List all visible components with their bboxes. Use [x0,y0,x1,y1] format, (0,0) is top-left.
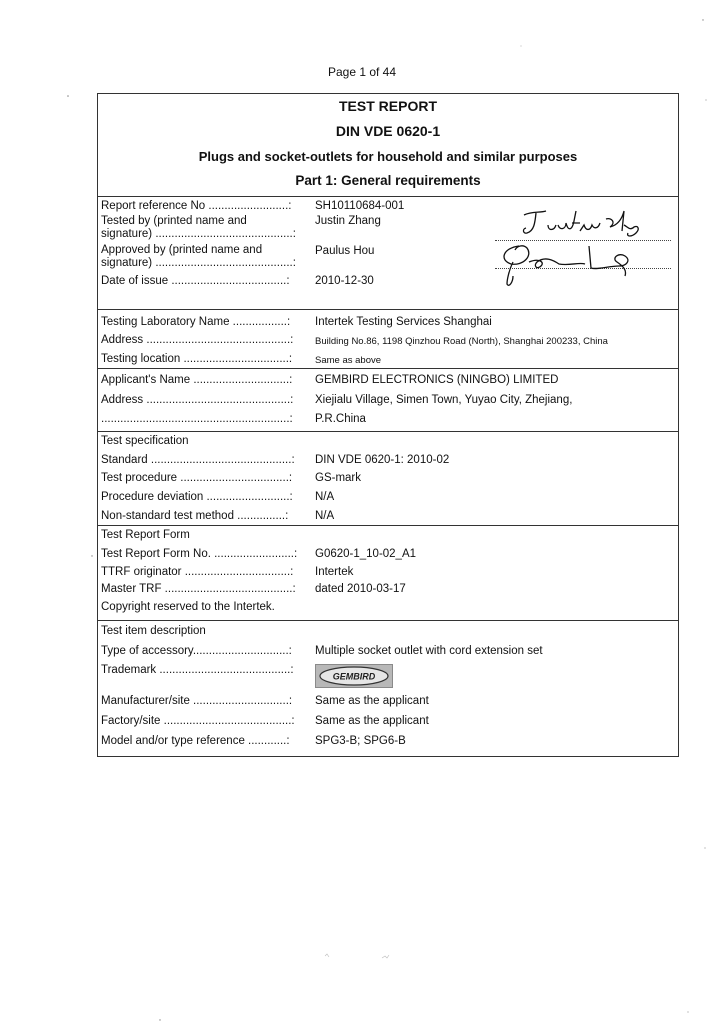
tested-by-value: Justin Zhang [315,215,381,227]
standard-value: DIN VDE 0620-1: 2010-02 [315,454,450,466]
factory-value: Same as the applicant [315,715,429,727]
date-of-issue-value: 2010-12-30 [315,275,374,287]
master-trf-value: dated 2010-03-17 [315,583,406,595]
applicant-address-label-2: ...........................................................: [101,413,293,425]
ttrf-originator-value: Intertek [315,566,354,578]
report-part: Part 1: General requirements [295,173,481,188]
lab-address-label: Address .............................................: [101,334,294,346]
ttrf-originator-label: TTRF originator .................................: [101,566,294,578]
manufacturer-label: Manufacturer/site ..............................: [101,695,293,707]
non-standard-method-label: Non-standard test method ...............: [101,510,289,522]
applicant-address-label: Address .............................................: [101,394,294,406]
lab-name-label: Testing Laboratory Name .................: [101,316,291,328]
lab-address-value: Building No.86, 1198 Qinzhou Road (North), Shanghai 200233, China [315,336,608,347]
page-number: Page 1 of 44 [327,65,397,79]
trf-heading-text: Test Report Form [101,529,190,541]
factory-label: Factory/site ........................................: [101,715,295,727]
tested-by-label-2: signature) ...........................................: [101,228,296,240]
testing-location-label: Testing location .................................: [101,353,293,365]
trf-number-value: G0620-1_10-02_A1 [315,548,417,560]
tested-by-label: Tested by (printed name and [101,215,247,227]
date-of-issue-label: Date of issue ....................................: [101,275,290,287]
approved-by-label-2: signature) ...........................................: [101,257,296,269]
report-reference-value: SH10110684-001 [315,200,405,212]
testing-location-value: Same as above [315,355,382,366]
approved-by-label: Approved by (printed name and [101,244,263,256]
test-procedure-label: Test procedure ..................................: [101,472,293,484]
master-trf-label: Master TRF ........................................: [101,583,296,595]
report-subject: Plugs and socket-outlets for household and similar purposes [198,149,578,164]
model-reference-value: SPG3-B; SPG6-B [315,735,406,747]
copyright-text: Copyright reserved to the Intertek. [101,601,275,613]
procedure-deviation-value: N/A [315,491,335,503]
manufacturer-value: Same as the applicant [315,695,429,707]
report-title: TEST REPORT [338,98,437,114]
test-procedure-value: GS-mark [315,472,361,484]
model-reference-label: Model and/or type reference ............: [101,735,290,747]
applicant-address-value-2: P.R.China [315,413,366,425]
accessory-type-label: Type of accessory..............................: [101,645,292,657]
accessory-type-value: Multiple socket outlet with cord extension set [315,645,543,657]
non-standard-method-value: N/A [315,510,335,522]
trf-number-label: Test Report Form No. .........................: [101,548,298,560]
applicant-address-value-1: Xiejialu Village, Simen Town, Yuyao City, Zhejiang, [315,394,573,406]
lab-name-value: Intertek Testing Services Shanghai [315,316,492,328]
test-spec-heading-text: Test specification [101,435,189,447]
report-standard: DIN VDE 0620-1 [335,123,441,139]
item-heading-text: Test item description [101,625,206,637]
trademark-label: Trademark .........................................: [101,664,294,676]
applicant-name-value: GEMBIRD ELECTRONICS (NINGBO) LIMITED [315,374,559,386]
applicant-name-label: Applicant's Name ..............................: [101,374,293,386]
standard-label: Standard ............................................: [101,454,295,466]
trademark-text: GEMBIRD [332,671,376,682]
approved-by-value: Paulus Hou [315,245,375,257]
report-reference-label: Report reference No .........................: [101,200,292,212]
procedure-deviation-label: Procedure deviation ..........................: [101,491,293,503]
